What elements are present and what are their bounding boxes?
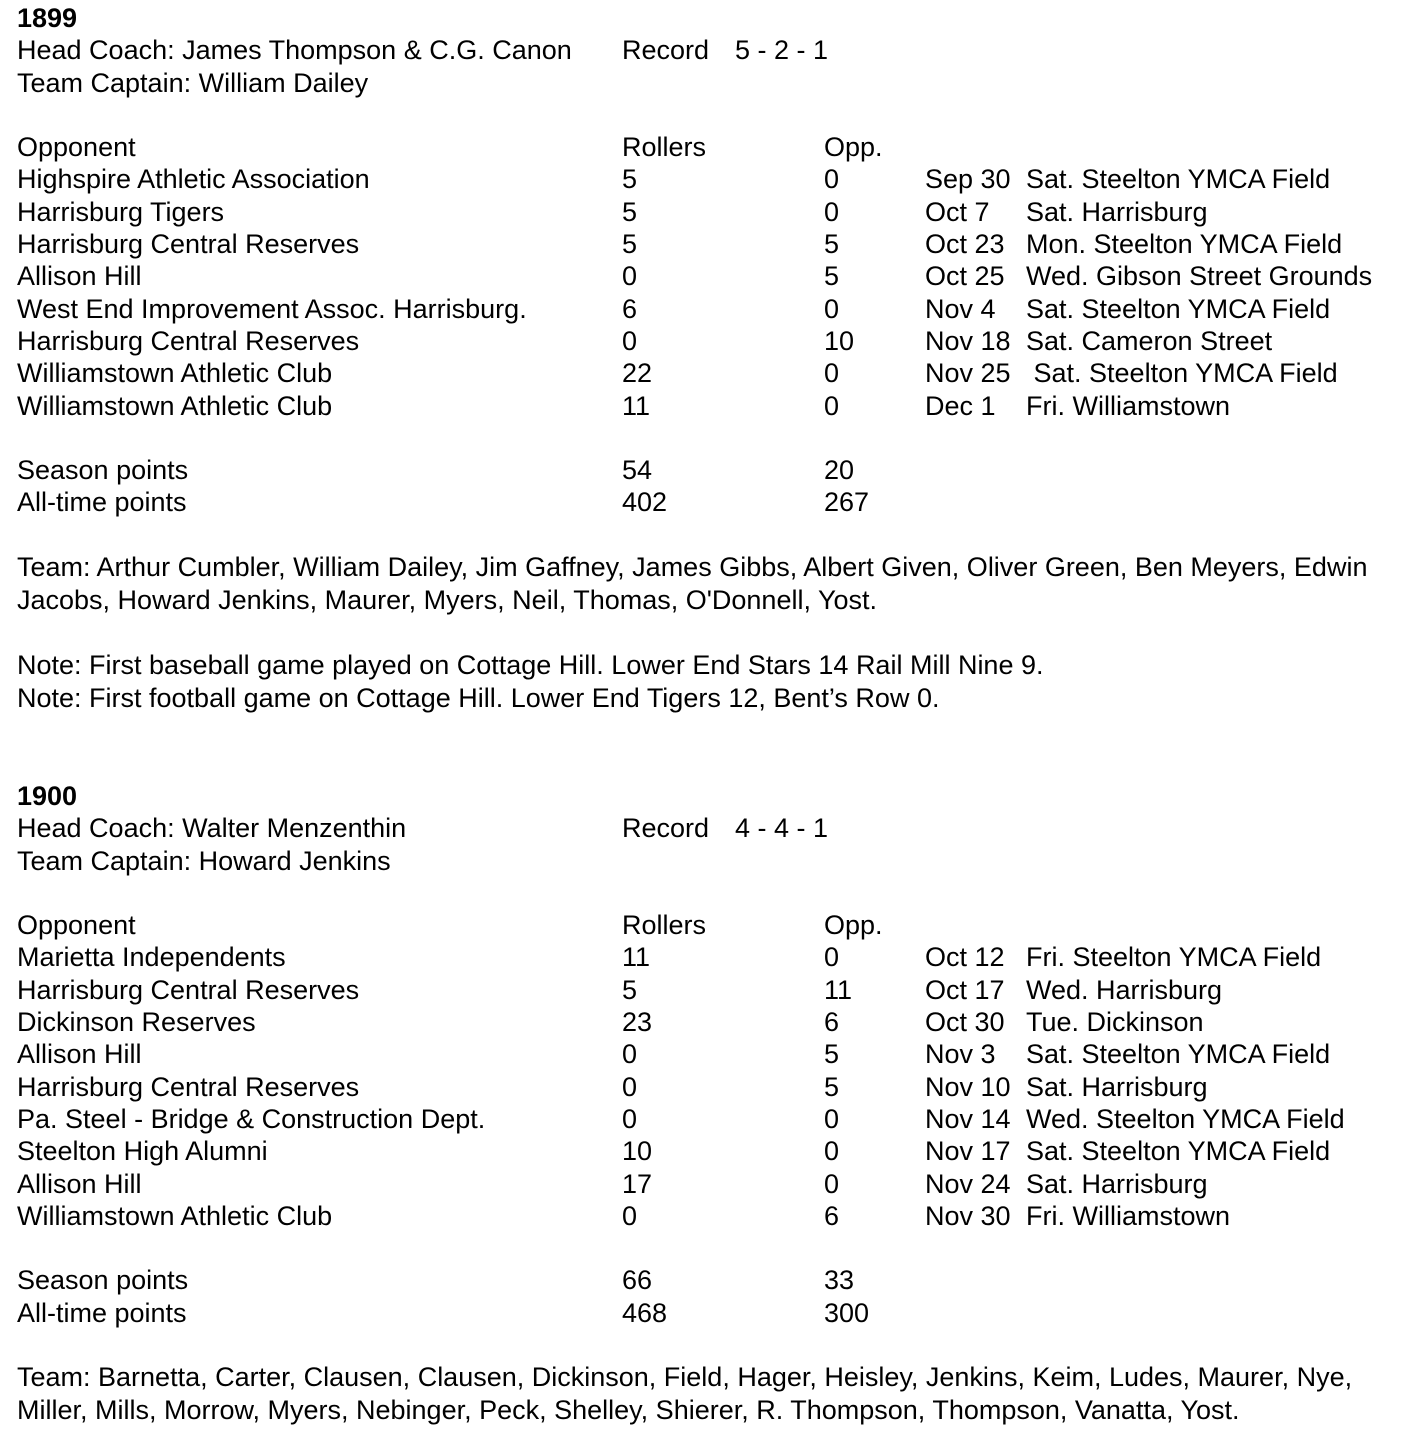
game-opp-score: 0 bbox=[824, 1136, 840, 1167]
game-rollers-score: 11 bbox=[622, 942, 651, 973]
game-opp-score: 10 bbox=[824, 325, 855, 356]
game-opponent: Williamstown Athletic Club bbox=[17, 1200, 333, 1231]
table-header bbox=[17, 909, 1402, 941]
season-year: 1899 bbox=[17, 3, 78, 33]
game-date: Nov 30 bbox=[925, 1200, 1011, 1231]
header-opponent: Opponent bbox=[17, 910, 136, 941]
game-date: Dec 1 bbox=[925, 390, 996, 421]
record-label: Record bbox=[622, 813, 710, 844]
game-opponent: Williamstown Athletic Club bbox=[17, 358, 333, 389]
header-rollers: Rollers bbox=[622, 910, 707, 941]
game-date: Oct 17 bbox=[925, 974, 1005, 1005]
game-opponent: Steelton High Alumni bbox=[17, 1136, 268, 1167]
game-opponent: Allison Hill bbox=[17, 1168, 142, 1199]
note: Note: First football game on Cottage Hill. Lower End Tigers 12, Bent’s Row 0. bbox=[17, 682, 940, 713]
game-opp-score: 5 bbox=[824, 1039, 840, 1070]
record-value: 5 - 2 - 1 bbox=[735, 35, 829, 66]
game-row bbox=[17, 196, 1402, 228]
game-date: Nov 17 bbox=[925, 1136, 1011, 1167]
table-header bbox=[17, 131, 1402, 163]
game-rollers-score: 11 bbox=[622, 390, 651, 421]
team-captain: Team Captain: Howard Jenkins bbox=[17, 845, 391, 876]
game-place: Fri. Williamstown bbox=[1026, 1200, 1231, 1231]
game-rollers-score: 5 bbox=[622, 164, 638, 195]
game-rollers-score: 0 bbox=[622, 1103, 638, 1134]
game-place: Sat. Harrisburg bbox=[1026, 1168, 1208, 1199]
game-place: Wed. Steelton YMCA Field bbox=[1026, 1103, 1345, 1134]
game-row bbox=[17, 357, 1402, 389]
alltime-points-opp: 267 bbox=[824, 487, 870, 518]
game-row bbox=[17, 228, 1402, 260]
alltime-points-rollers: 402 bbox=[622, 487, 668, 518]
game-opponent: Pa. Steel - Bridge & Construction Dept. bbox=[17, 1103, 486, 1134]
team-roster: Team: Arthur Cumbler, William Dailey, Jim Gaffney, James Gibbs, Albert Given, Oliver Green, Ben Meyers, Edwin Jacobs, Howard Jenkins, Maurer, Myers, Neil, Thomas, O'Donnell, Yost. bbox=[17, 552, 1368, 616]
game-place: Sat. Steelton YMCA Field bbox=[1026, 293, 1331, 324]
game-place: Sat. Steelton YMCA Field bbox=[1026, 358, 1338, 389]
game-date: Nov 14 bbox=[925, 1103, 1011, 1134]
game-place: Wed. Harrisburg bbox=[1026, 974, 1223, 1005]
game-row bbox=[17, 260, 1402, 292]
game-row bbox=[17, 163, 1402, 195]
record-label: Record bbox=[622, 35, 710, 66]
game-opp-score: 5 bbox=[824, 261, 840, 292]
game-place: Sat. Steelton YMCA Field bbox=[1026, 164, 1331, 195]
game-opp-score: 0 bbox=[824, 1168, 840, 1199]
game-opp-score: 6 bbox=[824, 1007, 840, 1038]
game-opp-score: 11 bbox=[824, 974, 853, 1005]
game-row bbox=[17, 1135, 1402, 1167]
game-date: Nov 25 bbox=[925, 358, 1011, 389]
game-row bbox=[17, 325, 1402, 357]
game-place: Tue. Dickinson bbox=[1026, 1007, 1204, 1038]
season-year: 1900 bbox=[17, 781, 78, 811]
game-opponent: Harrisburg Tigers bbox=[17, 196, 225, 227]
game-rollers-score: 5 bbox=[622, 974, 638, 1005]
game-date: Oct 23 bbox=[925, 229, 1005, 260]
header-opp: Opp. bbox=[824, 910, 883, 941]
game-rollers-score: 0 bbox=[622, 325, 638, 356]
head-coach: Head Coach: James Thompson & C.G. Canon bbox=[17, 35, 572, 66]
season-points-opp: 33 bbox=[824, 1265, 855, 1296]
game-row bbox=[17, 1038, 1402, 1070]
game-opponent: Dickinson Reserves bbox=[17, 1007, 256, 1038]
game-date: Oct 7 bbox=[925, 196, 990, 227]
game-rollers-score: 0 bbox=[622, 1039, 638, 1070]
season-points-rollers: 66 bbox=[622, 1265, 653, 1296]
header-opponent: Opponent bbox=[17, 132, 136, 163]
season-1900 bbox=[17, 780, 1402, 1427]
game-opp-score: 0 bbox=[824, 1103, 840, 1134]
game-place: Wed. Gibson Street Grounds bbox=[1026, 261, 1373, 292]
game-opponent: Harrisburg Central Reserves bbox=[17, 229, 360, 260]
game-date: Nov 3 bbox=[925, 1039, 996, 1070]
game-place: Sat. Steelton YMCA Field bbox=[1026, 1039, 1331, 1070]
game-opp-score: 0 bbox=[824, 164, 840, 195]
game-place: Sat. Harrisburg bbox=[1026, 1071, 1208, 1102]
game-rollers-score: 23 bbox=[622, 1007, 653, 1038]
game-place: Mon. Steelton YMCA Field bbox=[1026, 229, 1343, 260]
season-points-row bbox=[17, 1264, 1402, 1296]
game-opp-score: 6 bbox=[824, 1200, 840, 1231]
game-place: Fri. Steelton YMCA Field bbox=[1026, 942, 1322, 973]
game-row bbox=[17, 293, 1402, 325]
game-row bbox=[17, 390, 1402, 422]
season-1899 bbox=[17, 2, 1402, 714]
game-date: Nov 4 bbox=[925, 293, 996, 324]
header-opp: Opp. bbox=[824, 132, 883, 163]
game-row bbox=[17, 1006, 1402, 1038]
game-opponent: Harrisburg Central Reserves bbox=[17, 1071, 360, 1102]
season-points-row bbox=[17, 454, 1402, 486]
game-date: Nov 10 bbox=[925, 1071, 1011, 1102]
season-points-rollers: 54 bbox=[622, 455, 653, 486]
game-opponent: Harrisburg Central Reserves bbox=[17, 325, 360, 356]
game-opponent: Allison Hill bbox=[17, 1039, 142, 1070]
game-opp-score: 5 bbox=[824, 229, 840, 260]
game-rollers-score: 5 bbox=[622, 229, 638, 260]
alltime-points-label: All-time points bbox=[17, 1297, 187, 1328]
game-date: Nov 18 bbox=[925, 325, 1011, 356]
game-opp-score: 0 bbox=[824, 942, 840, 973]
game-row bbox=[17, 1103, 1402, 1135]
game-row bbox=[17, 941, 1402, 973]
game-opp-score: 0 bbox=[824, 390, 840, 421]
alltime-points-label: All-time points bbox=[17, 487, 187, 518]
head-coach: Head Coach: Walter Menzenthin bbox=[17, 813, 407, 844]
header-rollers: Rollers bbox=[622, 132, 707, 163]
game-place: Fri. Williamstown bbox=[1026, 390, 1231, 421]
game-opp-score: 5 bbox=[824, 1071, 840, 1102]
game-opponent: Highspire Athletic Association bbox=[17, 164, 370, 195]
game-opp-score: 0 bbox=[824, 293, 840, 324]
record-value: 4 - 4 - 1 bbox=[735, 813, 829, 844]
game-rollers-score: 22 bbox=[622, 358, 653, 389]
game-opp-score: 0 bbox=[824, 358, 840, 389]
game-rollers-score: 5 bbox=[622, 196, 638, 227]
note: Note: First baseball game played on Cottage Hill. Lower End Stars 14 Rail Mill Nine 9. bbox=[17, 650, 1044, 681]
game-date: Oct 12 bbox=[925, 942, 1005, 973]
alltime-points-row bbox=[17, 1297, 1402, 1329]
alltime-points-rollers: 468 bbox=[622, 1297, 668, 1328]
game-rollers-score: 10 bbox=[622, 1136, 653, 1167]
game-place: Sat. Cameron Street bbox=[1026, 325, 1273, 356]
game-date: Oct 30 bbox=[925, 1007, 1005, 1038]
season-points-label: Season points bbox=[17, 1265, 189, 1296]
team-captain: Team Captain: William Dailey bbox=[17, 67, 369, 98]
game-row bbox=[17, 1071, 1402, 1103]
game-opponent: Allison Hill bbox=[17, 261, 142, 292]
game-row bbox=[17, 1200, 1402, 1232]
game-opponent: Williamstown Athletic Club bbox=[17, 390, 333, 421]
game-opponent: Marietta Independents bbox=[17, 942, 286, 973]
team-roster: Team: Barnetta, Carter, Clausen, Clausen, Dickinson, Field, Hager, Heisley, Jenkins, Keim, Ludes, Maurer, Nye, Miller, Mills, Morrow, Myers, Nebinger, Peck, Shelley, Shierer, R. Thompson, Thompson, Vanatta, Yost. bbox=[17, 1362, 1353, 1426]
alltime-points-row bbox=[17, 486, 1402, 518]
alltime-points-opp: 300 bbox=[824, 1297, 870, 1328]
game-date: Oct 25 bbox=[925, 261, 1005, 292]
game-opp-score: 0 bbox=[824, 196, 840, 227]
game-rollers-score: 6 bbox=[622, 293, 638, 324]
game-rollers-score: 0 bbox=[622, 1200, 638, 1231]
season-points-opp: 20 bbox=[824, 455, 855, 486]
game-rollers-score: 17 bbox=[622, 1168, 653, 1199]
game-place: Sat. Steelton YMCA Field bbox=[1026, 1136, 1331, 1167]
game-date: Sep 30 bbox=[925, 164, 1011, 195]
game-date: Nov 24 bbox=[925, 1168, 1011, 1199]
game-rollers-score: 0 bbox=[622, 1071, 638, 1102]
game-place: Sat. Harrisburg bbox=[1026, 196, 1208, 227]
game-rollers-score: 0 bbox=[622, 261, 638, 292]
game-row bbox=[17, 1168, 1402, 1200]
game-opponent: West End Improvement Assoc. Harrisburg. bbox=[17, 293, 527, 324]
game-row bbox=[17, 974, 1402, 1006]
season-points-label: Season points bbox=[17, 455, 189, 486]
game-opponent: Harrisburg Central Reserves bbox=[17, 974, 360, 1005]
